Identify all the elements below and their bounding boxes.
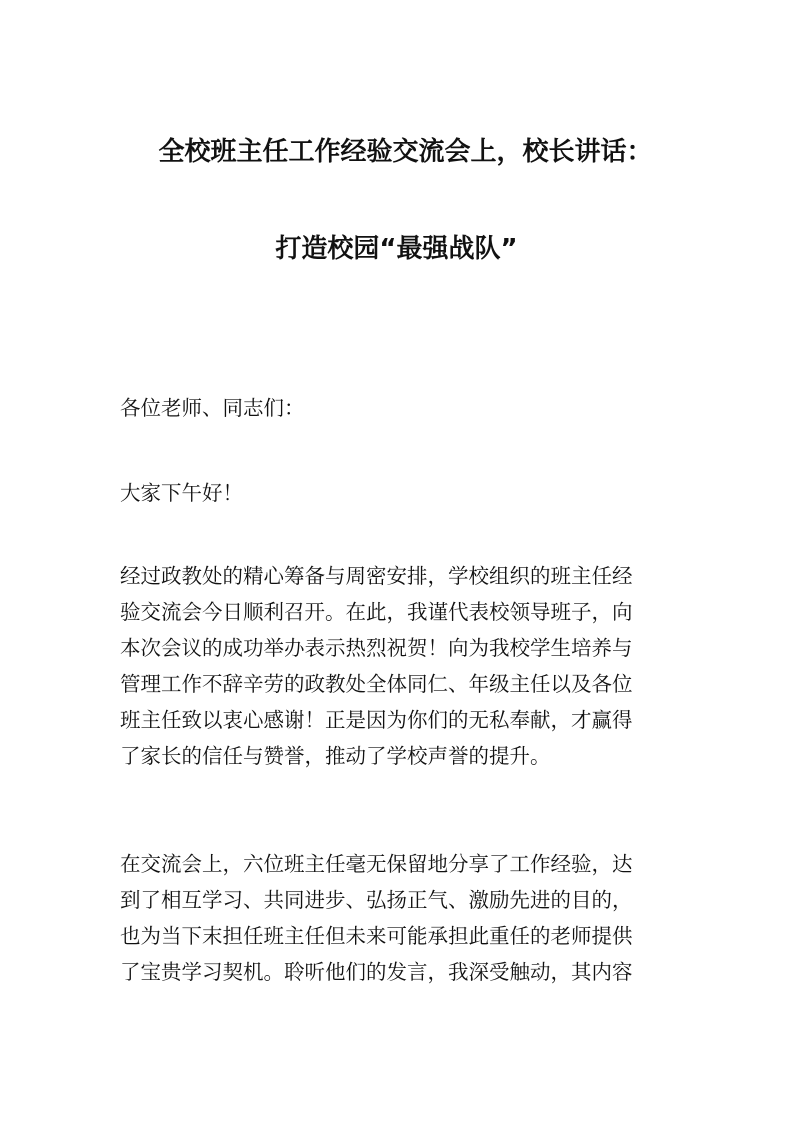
paragraph-line: 班主任致以衷心感谢！正是因为你们的无私奉献，才赢得 [120, 708, 633, 732]
paragraph-line: 也为当下末担任班主任但未来可能承担此重任的老师提供 [120, 924, 633, 948]
paragraph-1 [120, 558, 680, 774]
paragraph-line: 经过政教处的精心筹备与周密安排，学校组织的班主任经 [120, 564, 633, 588]
paragraph-line: 验交流会今日顺利召开。在此，我谨代表校领导班子，向 [120, 600, 633, 624]
paragraph-line: 本次会议的成功举办表示热烈祝贺！向为我校学生培养与 [120, 636, 633, 660]
paragraph-line: 管理工作不辞辛劳的政教处全体同仁、年级主任以及各位 [120, 672, 633, 696]
paragraph-2 [120, 846, 680, 990]
paragraph-line: 了宝贵学习契机。聆听他们的发言，我深受触动，其内容 [120, 960, 633, 984]
salutation: 各位老师、同志们： [120, 396, 305, 420]
paragraph-line: 在交流会上，六位班主任毫无保留地分享了工作经验，达 [120, 852, 633, 876]
document-title-line-1: 全校班主任工作经验交流会上，校长讲话： [158, 137, 653, 167]
paragraph-line: 了家长的信任与赞誉，推动了学校声誉的提升。 [120, 744, 551, 768]
greeting: 大家下午好！ [120, 481, 243, 505]
paragraph-line: 到了相互学习、共同进步、弘扬正气、激励先进的目的， [120, 888, 633, 912]
document-title-line-2: 打造校园“最强战队” [275, 234, 518, 264]
